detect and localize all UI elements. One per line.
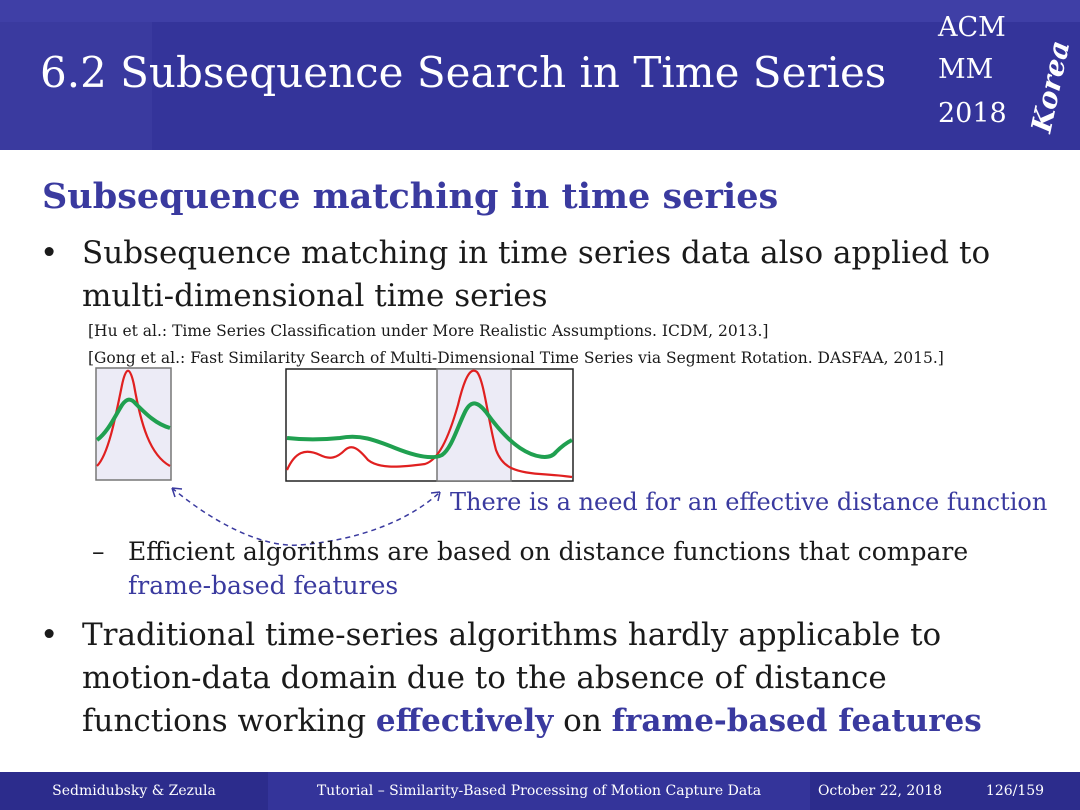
bullet-2-mid: on xyxy=(553,703,612,739)
long-series-box xyxy=(286,369,573,481)
slide-header xyxy=(0,0,1080,150)
header-top-band xyxy=(0,0,1080,22)
reference-1: [Hu et al.: Time Series Classification under More Realistic Assumptions. ICDM, 2013.] xyxy=(88,322,769,340)
bullet-2-prefix: Traditional time-series algorithms hardly applicable to motion-data domain due to the absence of distance functions working xyxy=(82,617,942,739)
bullet-1-text: Subsequence matching in time series data also applied to multi-dimensional time series xyxy=(82,235,991,314)
logo-year: 2018 xyxy=(938,98,1007,129)
sub-bullet-1-highlight: frame-based features xyxy=(128,571,399,600)
match-window xyxy=(437,369,511,481)
section-heading: Subsequence matching in time series xyxy=(42,176,779,217)
bullet-dot: • xyxy=(40,235,59,271)
logo-korea-script: Korea xyxy=(1024,37,1077,136)
footer-page-number: 126/159 xyxy=(950,772,1080,810)
bullet-2-text xyxy=(82,614,982,743)
slide-footer xyxy=(0,772,1080,810)
figure-annotation: There is a need for an effective distance function xyxy=(450,488,1048,516)
footer-authors: Sedmidubsky & Zezula xyxy=(0,772,268,810)
reference-2: [Gong et al.: Fast Similarity Search of Multi-Dimensional Time Series via Segment Rotation. DASFAA, 2015.] xyxy=(88,349,944,367)
footer-tutorial-title: Tutorial – Similarity-Based Processing of Motion Capture Data xyxy=(316,783,762,799)
bullet-2-emphasis-1: effectively xyxy=(375,703,554,739)
bullet-dot: • xyxy=(40,617,59,653)
logo-mm: MM xyxy=(938,54,994,85)
footer-date: October 22, 2018 xyxy=(810,772,950,810)
logo-acm: ACM xyxy=(938,12,1006,43)
time-series-figure xyxy=(0,360,1080,560)
sub-bullet-dash: – xyxy=(92,537,105,566)
slide-title: 6.2 Subsequence Search in Time Series xyxy=(40,48,887,97)
sub-bullet-1-prefix: Efficient algorithms are based on distance functions that compare xyxy=(128,537,969,566)
bullet-2-emphasis-2: frame-based features xyxy=(611,703,982,739)
sub-bullet-1-text xyxy=(128,535,1028,603)
